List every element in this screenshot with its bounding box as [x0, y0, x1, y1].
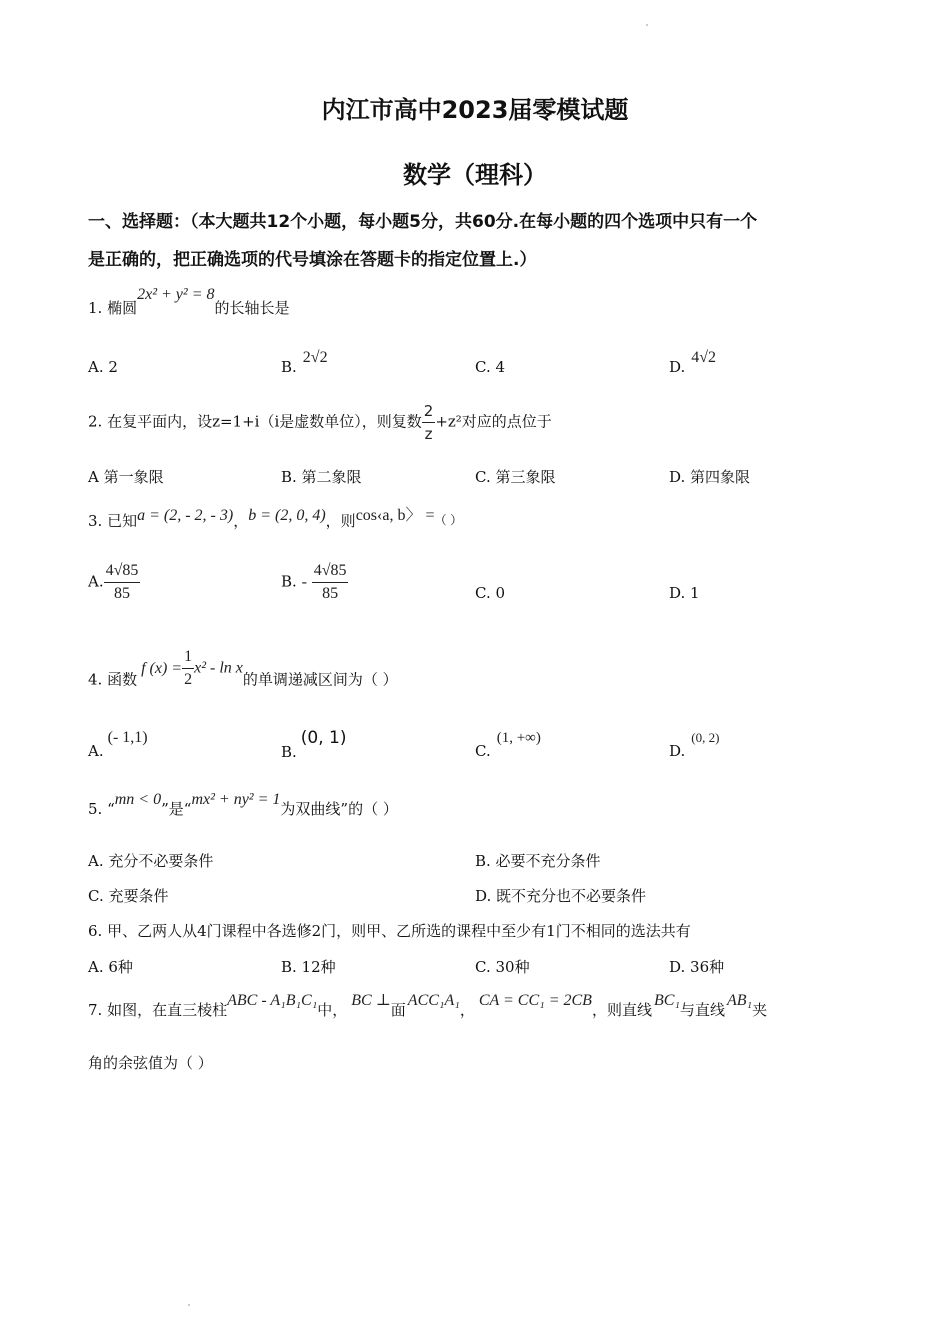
q2-option-d: D. 第四象限: [669, 468, 751, 486]
q4-option-a-formula: (- 1,1): [107, 729, 148, 746]
q4-option-d-label: D.: [669, 742, 686, 760]
q1-suffix: 的长轴长是: [214, 299, 290, 317]
q3-vec-b: b = (2, 0, 4): [248, 507, 326, 524]
q5-prefix: 5. “: [88, 800, 115, 818]
question-3: [88, 502, 462, 531]
q1-option-c: C. 4: [475, 358, 506, 376]
q7-t4: ，则直线: [591, 1001, 652, 1019]
q7-formula2: BC ⊥: [351, 992, 391, 1009]
q4-option-a: [88, 728, 148, 760]
q5-option-b: B. 必要不充分条件: [475, 852, 601, 870]
q5-formula2: mx² + ny² = 1: [191, 791, 281, 808]
q4-prefix: 4. 函数: [88, 670, 138, 689]
q3-option-d: D. 1: [669, 584, 700, 602]
q4-option-c-formula: (1, +∞): [496, 730, 541, 746]
q4-suffix: 的单调递减区间为（ ）: [242, 670, 398, 689]
question-2: [88, 400, 552, 445]
q4-option-b: [281, 728, 347, 761]
q7-prefix: 7. 如图，在直三棱柱: [88, 1001, 228, 1019]
q3-prefix: 3. 已知: [88, 512, 138, 530]
q1-option-d: [669, 349, 717, 377]
q5-formula1: mn < 0: [114, 791, 162, 808]
q1-option-b-formula: 2√2: [302, 349, 328, 366]
q4-option-b-formula: (0, 1): [300, 728, 347, 748]
q7-t2: 面: [390, 1001, 406, 1019]
q7-t6: 夹: [752, 1001, 768, 1019]
q3-option-b-label: B.: [281, 572, 297, 591]
q3-cos: cos‹a, b〉 =: [355, 507, 435, 524]
q7-formula6: AB₁: [726, 992, 753, 1009]
q2-option-a: A 第一象限: [88, 468, 164, 486]
q4-formula-right: x² - ln x: [194, 659, 243, 677]
scan-dot-top: [646, 24, 648, 26]
q4-formula-left: f (x) =: [141, 659, 183, 677]
q7-t5: 与直线: [679, 1001, 725, 1019]
q7-formula3: ACC₁A₁: [407, 992, 460, 1009]
q4-option-c-label: C.: [475, 742, 491, 760]
page-title: 内江市高中2023届零模试题: [321, 96, 629, 124]
q5-option-a: A. 充分不必要条件: [88, 852, 214, 870]
q4-option-a-label: A.: [88, 742, 104, 760]
q4-option-d-formula: (0, 2): [691, 730, 720, 745]
q2-suffix: 对应的点位于: [461, 412, 552, 431]
q3-option-a: [88, 560, 140, 605]
q2-frac-den: z: [424, 425, 433, 443]
q1-prefix: 1. 椭圆: [88, 299, 138, 317]
q3-option-a-label: A.: [88, 572, 104, 591]
q2-option-b: B. 第二象限: [281, 468, 362, 486]
q3-option-b-sign: -: [301, 573, 307, 591]
q2-prefix: 2. 在复平面内，设z=1+i（i是虚数单位），则复数: [88, 412, 422, 431]
q1-option-b-label: B.: [281, 358, 297, 376]
q7-t1: 中，: [317, 1001, 348, 1019]
q4-frac-num: 1: [182, 646, 194, 669]
section-header-line1: 一、选择题：（本大题共12个小题，每小题5分，共60分.在每小题的四个选项中只有一个: [88, 212, 758, 232]
q3-option-b: [281, 560, 348, 605]
question-6: 6. 甲、乙两人从4门课程中各选修2门，则甲、乙所选的课程中至少有1门不相同的选法共有: [88, 922, 691, 940]
q7-formula4: CA = CC₁ = 2CB: [478, 992, 592, 1009]
q7-formula5: BC₁: [653, 992, 680, 1009]
q5-suffix: 为双曲线”的（ ）: [280, 800, 398, 818]
q3-option-b-fraction: [312, 560, 349, 605]
q3-sep2: ，则: [325, 512, 356, 530]
q2-fraction: [422, 400, 436, 445]
q2-formula-tail: +z²: [435, 412, 462, 431]
q1-option-d-label: D.: [669, 358, 686, 376]
q1-option-b: [281, 349, 328, 377]
q4-option-b-label: B.: [281, 743, 297, 761]
q2-frac-num: 2: [422, 400, 436, 423]
q2-option-c: C. 第三象限: [475, 468, 556, 486]
q6-option-a: A. 6种: [88, 958, 133, 976]
q3-option-a-den: 85: [114, 585, 130, 602]
q4-frac-den: 2: [184, 671, 193, 688]
q4-fraction: [182, 646, 194, 691]
q3-option-a-num: 4√85: [104, 560, 141, 583]
scan-dot-bottom: [188, 1304, 190, 1306]
q3-option-b-den: 85: [322, 585, 339, 602]
q4-option-d: [669, 728, 719, 760]
q3-option-c: C. 0: [475, 584, 506, 602]
q3-sep1: ，: [233, 512, 249, 530]
section-header-line2: 是正确的，把正确选项的代号填涂在答题卡的指定位置上.）: [88, 250, 537, 270]
q3-option-b-num: 4√85: [312, 560, 349, 583]
q6-option-c: C. 30种: [475, 958, 530, 976]
question-7-line2: 角的余弦值为（ ）: [88, 1054, 213, 1072]
question-4: [88, 646, 398, 691]
q5-mid: ”是“: [161, 800, 192, 818]
q3-suffix: （ ）: [434, 513, 463, 527]
question-5: [88, 790, 398, 819]
q3-option-a-fraction: [104, 560, 141, 605]
question-7: [88, 990, 767, 1020]
q5-option-d: D. 既不充分也不必要条件: [475, 887, 647, 905]
q4-option-c: [475, 728, 541, 760]
q1-option-d-formula: 4√2: [691, 349, 717, 366]
q3-vec-a: a = (2, - 2, - 3): [137, 507, 234, 524]
q5-option-c: C. 充要条件: [88, 887, 169, 905]
page-subtitle: 数学（理科）: [403, 161, 547, 189]
q7-formula1: ABC - A₁B₁C₁: [227, 992, 318, 1009]
q6-option-b: B. 12种: [281, 958, 336, 976]
q1-option-a: A. 2: [88, 358, 118, 376]
question-1: [88, 286, 290, 318]
q1-formula: 2x² + y² = 8: [137, 286, 215, 303]
q7-t3: ，: [459, 1001, 475, 1019]
q6-option-d: D. 36种: [669, 958, 725, 976]
